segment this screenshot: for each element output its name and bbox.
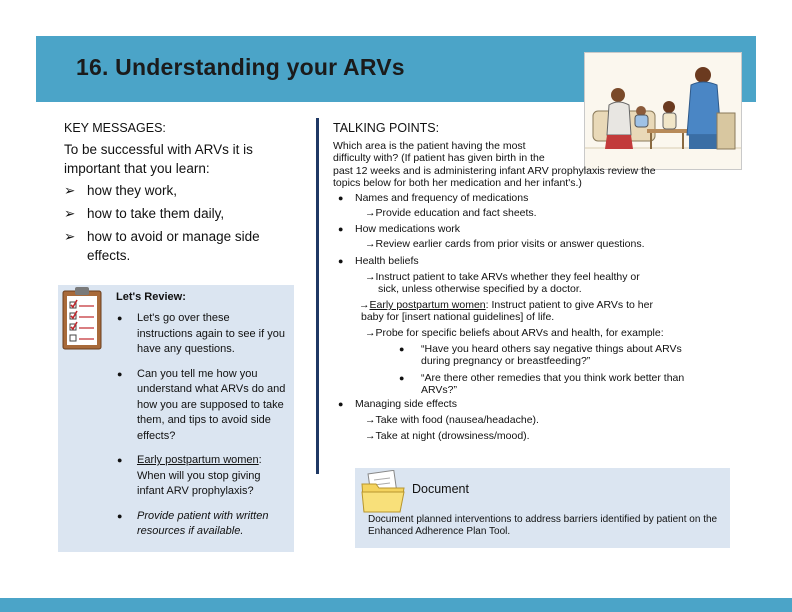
- tp-sub-item: →Probe for specific beliefs about ARVs and health, for example:: [365, 327, 664, 339]
- document-text: Document planned interventions to address barriers identified by patient on the Enhanced Adherence Plan Tool.: [368, 514, 718, 537]
- column-divider: [316, 118, 319, 474]
- key-messages-list: [64, 181, 284, 269]
- arrow-right-icon: →: [365, 238, 376, 250]
- bullet-icon: ●: [399, 344, 405, 354]
- tp-sub-item: →Instruct patient to take ARVs whether they feel healthy or: [365, 271, 640, 283]
- key-messages-intro: To be successful with ARVs it is important that you learn:: [64, 142, 253, 176]
- arrow-bullet-icon: ➢: [64, 206, 76, 221]
- arrow-right-icon: →: [365, 271, 376, 283]
- arrow-right-icon: →: [365, 327, 376, 339]
- tp-question-cont: during pregnancy or breastfeeding?”: [421, 355, 591, 367]
- bullet-icon: ●: [117, 313, 123, 323]
- review-list: [116, 311, 286, 549]
- list-item: ● Provide patient with written resources if available.: [117, 509, 269, 537]
- bullet-icon: ●: [399, 373, 405, 383]
- list-item: ➢ how they work,: [64, 183, 178, 198]
- bullet-icon: ●: [117, 368, 123, 379]
- postpartum-label: Early postpartum women: [137, 454, 259, 466]
- footer-bar: [0, 598, 792, 612]
- tp-bullet-side-effects: Managing side effects: [355, 398, 457, 410]
- page-title: 16. Understanding your ARVs: [76, 54, 405, 80]
- bullet-icon: ●: [338, 224, 344, 234]
- tp-question: “Are there other remedies that you think work better than: [421, 372, 685, 384]
- talking-points-heading: TALKING POINTS:: [333, 121, 440, 135]
- list-item: ➢ how to avoid or manage side effects.: [64, 229, 260, 263]
- talking-points-intro-line: Which area is the patient having the most: [333, 140, 526, 152]
- tp-sub-item: →Early postpartum women: Instruct patient to give ARVs to her: [359, 299, 653, 311]
- clipboard-checklist-icon: [61, 286, 103, 352]
- talking-points-intro-line: topics below for both her medication and her infant's.): [333, 177, 582, 189]
- arrow-right-icon: →: [365, 207, 376, 219]
- tp-sub-item-cont: sick, unless otherwise specified by a doctor.: [378, 283, 582, 295]
- folder-icon: [360, 470, 406, 514]
- document-title: Document: [412, 482, 469, 496]
- tp-sub-item: →Take with food (nausea/headache).: [365, 414, 539, 426]
- list-item: ● Early postpartum women: When will you stop giving infant ARV prophylaxis?: [117, 454, 262, 497]
- tp-bullet-how: How medications work: [355, 223, 461, 235]
- tp-bullet-names: Names and frequency of medications: [355, 192, 529, 204]
- bullet-icon: ●: [117, 510, 123, 521]
- bullet-icon: ●: [338, 256, 344, 266]
- tp-sub-item: →Take at night (drowsiness/mood).: [365, 430, 530, 442]
- tp-sub-item-cont: baby for [insert national guidelines] of life.: [361, 311, 555, 323]
- list-item: ➢ how to take them daily,: [64, 206, 225, 221]
- tp-question-cont: ARVs?”: [421, 384, 457, 396]
- arrow-right-icon: →: [365, 414, 376, 426]
- talking-points-intro-line: past 12 weeks and is administering infant ARV prophylaxis review the: [333, 165, 656, 177]
- arrow-bullet-icon: ➢: [64, 229, 76, 244]
- arrow-bullet-icon: ➢: [64, 183, 76, 198]
- key-messages-heading: KEY MESSAGES:: [64, 121, 166, 135]
- arrow-right-icon: →: [359, 299, 370, 311]
- list-item: ● Can you tell me how you understand what ARVs do and how you are supposed to take them, and tips to avoid side effects?: [117, 367, 286, 442]
- list-item: ● Let's go over these instructions again to see if you have any questions.: [117, 312, 285, 355]
- bullet-icon: ●: [338, 399, 344, 409]
- tp-bullet-beliefs: Health beliefs: [355, 255, 419, 267]
- arrow-right-icon: →: [365, 430, 376, 442]
- tp-sub-item: →Review earlier cards from prior visits or answer questions.: [365, 238, 645, 250]
- review-title: Let's Review:: [116, 291, 186, 303]
- tp-sub-item: →Provide education and fact sheets.: [365, 207, 537, 219]
- tp-question: “Have you heard others say negative things about ARVs: [421, 343, 682, 355]
- talking-points-intro-line: difficulty with? (If patient has given birth in the: [333, 152, 545, 164]
- bullet-icon: ●: [338, 193, 344, 203]
- bullet-icon: ●: [117, 455, 123, 465]
